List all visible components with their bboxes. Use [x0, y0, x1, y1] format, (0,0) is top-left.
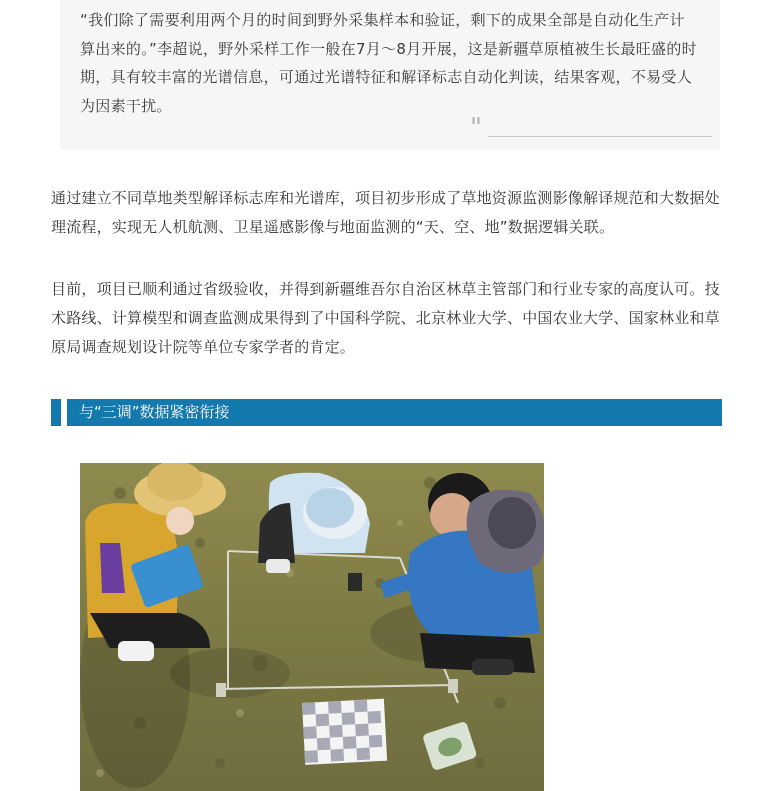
quote-block [60, 0, 720, 150]
section-title: 与“三调”数据紧密衔接 [79, 403, 230, 421]
quote-divider [488, 136, 712, 137]
section-accent-bar [51, 399, 61, 426]
field-sampling-photo [80, 463, 544, 791]
section-header [51, 399, 722, 426]
paragraph-acceptance: 目前，项目已顺利通过省级验收，并得到新疆维吾尔自治区林草主管部门和行业专家的高度认可。技术路线、计算模型和调查监测成果得到了中国科学院、北京林业大学、中国农业大学、国家林业和草原局调查规划设计院等单位专家学者的肯定。 [51, 280, 720, 356]
quote-text: “我们除了需要利用两个月的时间到野外采集样本和验证，剩下的成果全部是自动化生产计算出来的。”李超说，野外采样工作一般在7月～8月开展，这是新疆草原植被生长最旺盛的时期，具有较丰富的光谱信息，可通过光谱特征和解译标志自动化判读，结果客观，不易受人为因素干扰。 [80, 11, 697, 115]
closing-quote-icon: " [470, 113, 482, 143]
paragraph-interpretation: 通过建立不同草地类型解译标志库和光谱库，项目初步形成了草地资源监测影像解译规范和大数据处理流程，实现无人机航测、卫星遥感影像与地面监测的“天、空、地”数据逻辑关联。 [51, 189, 720, 236]
